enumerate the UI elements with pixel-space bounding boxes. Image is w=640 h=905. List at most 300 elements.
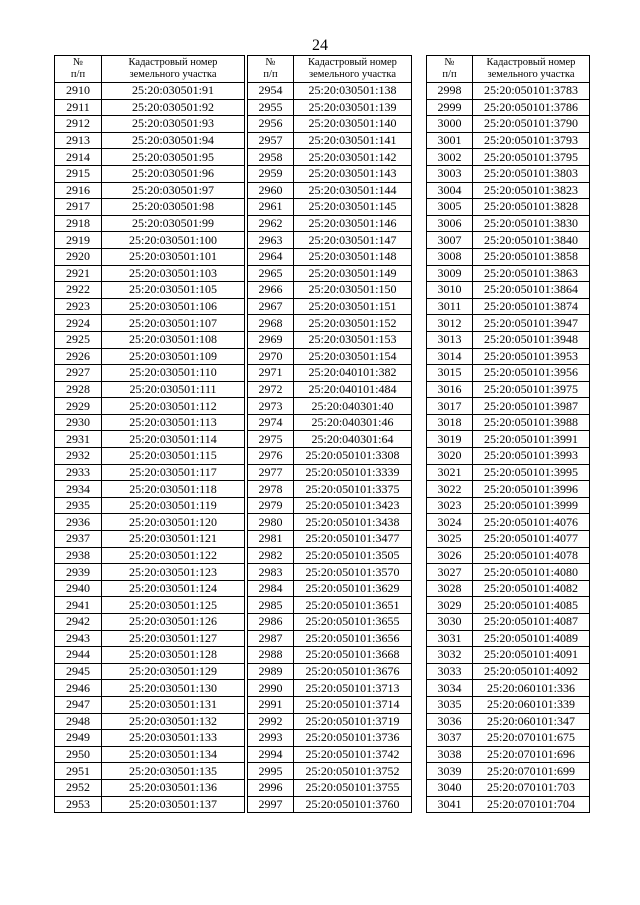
row-number: 3016 bbox=[427, 381, 473, 398]
row-number: 2966 bbox=[248, 282, 294, 299]
cadastral-number: 25:20:050101:4078 bbox=[473, 547, 590, 564]
cadastral-number: 25:20:050101:4091 bbox=[473, 647, 590, 664]
table-row bbox=[55, 696, 245, 713]
table-row bbox=[248, 597, 412, 614]
cadastral-number: 25:20:050101:4076 bbox=[473, 514, 590, 531]
cadastral-number: 25:20:050101:3438 bbox=[294, 514, 412, 531]
cadastral-number: 25:20:030501:114 bbox=[102, 431, 245, 448]
header-cadastral-number: Кадастровый номер земельного участка bbox=[473, 56, 590, 83]
row-number: 2992 bbox=[248, 713, 294, 730]
cadastral-number: 25:20:030501:91 bbox=[102, 83, 245, 100]
row-number: 3026 bbox=[427, 547, 473, 564]
table-row bbox=[55, 431, 245, 448]
table-row bbox=[427, 165, 590, 182]
cadastral-number: 25:20:030501:130 bbox=[102, 680, 245, 697]
row-number: 2965 bbox=[248, 265, 294, 282]
cadastral-number: 25:20:050101:3656 bbox=[294, 630, 412, 647]
table-row bbox=[248, 398, 412, 415]
row-number: 2987 bbox=[248, 630, 294, 647]
cadastral-number: 25:20:060101:347 bbox=[473, 713, 590, 730]
cadastral-number: 25:20:030501:125 bbox=[102, 597, 245, 614]
cadastral-table-1 bbox=[54, 55, 245, 813]
row-number: 2969 bbox=[248, 331, 294, 348]
cadastral-number: 25:20:070101:704 bbox=[473, 796, 590, 813]
cadastral-number: 25:20:050101:3713 bbox=[294, 680, 412, 697]
cadastral-number: 25:20:030501:107 bbox=[102, 315, 245, 332]
row-number: 2950 bbox=[55, 746, 102, 763]
cadastral-number: 25:20:050101:3993 bbox=[473, 448, 590, 465]
table-row bbox=[248, 497, 412, 514]
cadastral-number: 25:20:030501:131 bbox=[102, 696, 245, 713]
row-number: 3040 bbox=[427, 779, 473, 796]
row-number: 3008 bbox=[427, 248, 473, 265]
cadastral-number: 25:20:050101:3719 bbox=[294, 713, 412, 730]
table-row bbox=[248, 182, 412, 199]
row-number: 2971 bbox=[248, 365, 294, 382]
table-row bbox=[248, 564, 412, 581]
table-row bbox=[427, 464, 590, 481]
table-row bbox=[427, 730, 590, 747]
row-number: 2928 bbox=[55, 381, 102, 398]
table-row bbox=[248, 348, 412, 365]
row-number: 2912 bbox=[55, 116, 102, 133]
row-number: 3027 bbox=[427, 564, 473, 581]
table-row bbox=[427, 381, 590, 398]
table-row bbox=[427, 132, 590, 149]
row-number: 3001 bbox=[427, 132, 473, 149]
row-number: 3019 bbox=[427, 431, 473, 448]
table-row bbox=[248, 282, 412, 299]
row-number: 2978 bbox=[248, 481, 294, 498]
row-number: 2998 bbox=[427, 83, 473, 100]
row-number: 2993 bbox=[248, 730, 294, 747]
row-number: 2910 bbox=[55, 83, 102, 100]
table-row bbox=[55, 597, 245, 614]
cadastral-number: 25:20:050101:3786 bbox=[473, 99, 590, 116]
table-row bbox=[248, 663, 412, 680]
table-row bbox=[248, 464, 412, 481]
row-number: 2964 bbox=[248, 248, 294, 265]
cadastral-number: 25:20:050101:4082 bbox=[473, 580, 590, 597]
cadastral-number: 25:20:030501:147 bbox=[294, 232, 412, 249]
row-number: 2935 bbox=[55, 497, 102, 514]
row-number: 2996 bbox=[248, 779, 294, 796]
row-number: 2988 bbox=[248, 647, 294, 664]
cadastral-number: 25:20:030501:133 bbox=[102, 730, 245, 747]
row-number: 2932 bbox=[55, 448, 102, 465]
cadastral-number: 25:20:030501:94 bbox=[102, 132, 245, 149]
cadastral-number: 25:20:030501:127 bbox=[102, 630, 245, 647]
table-row bbox=[55, 265, 245, 282]
table-row bbox=[248, 514, 412, 531]
cadastral-number: 25:20:050101:3339 bbox=[294, 464, 412, 481]
row-number: 3009 bbox=[427, 265, 473, 282]
cadastral-number: 25:20:030501:150 bbox=[294, 282, 412, 299]
cadastral-number: 25:20:050101:3823 bbox=[473, 182, 590, 199]
table-row bbox=[427, 497, 590, 514]
row-number: 2981 bbox=[248, 531, 294, 548]
table-row bbox=[427, 182, 590, 199]
row-number: 2938 bbox=[55, 547, 102, 564]
cadastral-number: 25:20:070101:696 bbox=[473, 746, 590, 763]
row-number: 3015 bbox=[427, 365, 473, 382]
cadastral-number: 25:20:050101:4077 bbox=[473, 531, 590, 548]
table-row bbox=[427, 116, 590, 133]
table-row bbox=[55, 481, 245, 498]
row-number: 3028 bbox=[427, 580, 473, 597]
row-number: 2930 bbox=[55, 414, 102, 431]
row-number: 2999 bbox=[427, 99, 473, 116]
cadastral-number: 25:20:030501:145 bbox=[294, 199, 412, 216]
table-row bbox=[427, 481, 590, 498]
table-row bbox=[248, 647, 412, 664]
cadastral-number: 25:20:030501:128 bbox=[102, 647, 245, 664]
row-number: 3034 bbox=[427, 680, 473, 697]
row-number: 2954 bbox=[248, 83, 294, 100]
table-row bbox=[55, 83, 245, 100]
table-row bbox=[427, 564, 590, 581]
table-row bbox=[427, 531, 590, 548]
cadastral-number: 25:20:030501:132 bbox=[102, 713, 245, 730]
table-row bbox=[248, 448, 412, 465]
cadastral-number: 25:20:030501:126 bbox=[102, 614, 245, 631]
row-number: 2985 bbox=[248, 597, 294, 614]
row-number: 2989 bbox=[248, 663, 294, 680]
table-row bbox=[55, 116, 245, 133]
cadastral-number: 25:20:030501:101 bbox=[102, 248, 245, 265]
cadastral-number: 25:20:030501:139 bbox=[294, 99, 412, 116]
row-number: 2936 bbox=[55, 514, 102, 531]
row-number: 2980 bbox=[248, 514, 294, 531]
row-number: 2953 bbox=[55, 796, 102, 813]
row-number: 2925 bbox=[55, 331, 102, 348]
table-row bbox=[55, 398, 245, 415]
table-row bbox=[427, 448, 590, 465]
table-row bbox=[248, 199, 412, 216]
table-row bbox=[248, 365, 412, 382]
row-number: 2995 bbox=[248, 763, 294, 780]
table-row bbox=[55, 614, 245, 631]
table-row bbox=[427, 99, 590, 116]
row-number: 2917 bbox=[55, 199, 102, 216]
cadastral-number: 25:20:040101:484 bbox=[294, 381, 412, 398]
cadastral-number: 25:20:030501:92 bbox=[102, 99, 245, 116]
table-row bbox=[248, 796, 412, 813]
table-row bbox=[55, 248, 245, 265]
cadastral-number: 25:20:030501:153 bbox=[294, 331, 412, 348]
cadastral-number: 25:20:050101:4089 bbox=[473, 630, 590, 647]
row-number: 3029 bbox=[427, 597, 473, 614]
table-row bbox=[427, 547, 590, 564]
table-row bbox=[248, 149, 412, 166]
row-number: 2990 bbox=[248, 680, 294, 697]
row-number: 2937 bbox=[55, 531, 102, 548]
cadastral-number: 25:20:050101:3742 bbox=[294, 746, 412, 763]
cadastral-number: 25:20:050101:3736 bbox=[294, 730, 412, 747]
cadastral-number: 25:20:030501:123 bbox=[102, 564, 245, 581]
table-row bbox=[248, 680, 412, 697]
cadastral-number: 25:20:030501:146 bbox=[294, 215, 412, 232]
cadastral-number: 25:20:030501:115 bbox=[102, 448, 245, 465]
row-number: 3033 bbox=[427, 663, 473, 680]
table-row bbox=[55, 199, 245, 216]
cadastral-number: 25:20:030501:106 bbox=[102, 298, 245, 315]
table-row bbox=[55, 282, 245, 299]
cadastral-number: 25:20:050101:4087 bbox=[473, 614, 590, 631]
row-number: 2922 bbox=[55, 282, 102, 299]
cadastral-number: 25:20:050101:3783 bbox=[473, 83, 590, 100]
cadastral-number: 25:20:030501:105 bbox=[102, 282, 245, 299]
row-number: 3011 bbox=[427, 298, 473, 315]
table-row bbox=[55, 580, 245, 597]
table-row bbox=[55, 713, 245, 730]
row-number: 2991 bbox=[248, 696, 294, 713]
cadastral-number: 25:20:030501:136 bbox=[102, 779, 245, 796]
table-row bbox=[55, 448, 245, 465]
row-number: 2915 bbox=[55, 165, 102, 182]
row-number: 2911 bbox=[55, 99, 102, 116]
row-number: 2942 bbox=[55, 614, 102, 631]
row-number: 2979 bbox=[248, 497, 294, 514]
row-number: 2977 bbox=[248, 464, 294, 481]
cadastral-number: 25:20:050101:3755 bbox=[294, 779, 412, 796]
table-row bbox=[248, 381, 412, 398]
table-row bbox=[427, 796, 590, 813]
row-number: 2949 bbox=[55, 730, 102, 747]
row-number: 2947 bbox=[55, 696, 102, 713]
cadastral-number: 25:20:030501:103 bbox=[102, 265, 245, 282]
row-number: 2984 bbox=[248, 580, 294, 597]
table-row bbox=[55, 381, 245, 398]
table-row bbox=[55, 149, 245, 166]
table-row bbox=[55, 796, 245, 813]
table-row bbox=[427, 232, 590, 249]
table-row bbox=[248, 248, 412, 265]
cadastral-number: 25:20:050101:4085 bbox=[473, 597, 590, 614]
table-row bbox=[55, 779, 245, 796]
table-row bbox=[248, 580, 412, 597]
row-number: 2951 bbox=[55, 763, 102, 780]
table-row bbox=[427, 414, 590, 431]
row-number: 2955 bbox=[248, 99, 294, 116]
row-number: 2931 bbox=[55, 431, 102, 448]
row-number: 2997 bbox=[248, 796, 294, 813]
row-number: 2923 bbox=[55, 298, 102, 315]
cadastral-number: 25:20:030501:110 bbox=[102, 365, 245, 382]
cadastral-number: 25:20:050101:4080 bbox=[473, 564, 590, 581]
table-header-row bbox=[55, 56, 245, 83]
row-number: 2983 bbox=[248, 564, 294, 581]
cadastral-number: 25:20:030501:152 bbox=[294, 315, 412, 332]
header-number: № п/п bbox=[55, 56, 102, 83]
cadastral-number: 25:20:030501:129 bbox=[102, 663, 245, 680]
cadastral-number: 25:20:050101:3760 bbox=[294, 796, 412, 813]
row-number: 3006 bbox=[427, 215, 473, 232]
row-number: 2943 bbox=[55, 630, 102, 647]
cadastral-number: 25:20:050101:3975 bbox=[473, 381, 590, 398]
row-number: 2924 bbox=[55, 315, 102, 332]
table-row bbox=[248, 630, 412, 647]
cadastral-number: 25:20:030501:118 bbox=[102, 481, 245, 498]
cadastral-number: 25:20:030501:149 bbox=[294, 265, 412, 282]
row-number: 2962 bbox=[248, 215, 294, 232]
row-number: 3007 bbox=[427, 232, 473, 249]
header-cadastral-number: Кадастровый номер земельного участка bbox=[294, 56, 412, 83]
table-row bbox=[427, 199, 590, 216]
header-cadastral-number: Кадастровый номер земельного участка bbox=[102, 56, 245, 83]
cadastral-number: 25:20:050101:3803 bbox=[473, 165, 590, 182]
cadastral-number: 25:20:040301:46 bbox=[294, 414, 412, 431]
cadastral-number: 25:20:030501:148 bbox=[294, 248, 412, 265]
row-number: 2994 bbox=[248, 746, 294, 763]
row-number: 3041 bbox=[427, 796, 473, 813]
cadastral-number: 25:20:030501:151 bbox=[294, 298, 412, 315]
row-number: 2929 bbox=[55, 398, 102, 415]
row-number: 2927 bbox=[55, 365, 102, 382]
row-number: 3002 bbox=[427, 149, 473, 166]
cadastral-number: 25:20:030501:97 bbox=[102, 182, 245, 199]
table-row bbox=[55, 165, 245, 182]
table-row bbox=[55, 365, 245, 382]
cadastral-number: 25:20:050101:3830 bbox=[473, 215, 590, 232]
row-number: 3039 bbox=[427, 763, 473, 780]
table-row bbox=[427, 331, 590, 348]
table-row bbox=[427, 83, 590, 100]
table-row bbox=[55, 331, 245, 348]
row-number: 2972 bbox=[248, 381, 294, 398]
row-number: 3022 bbox=[427, 481, 473, 498]
table-row bbox=[55, 414, 245, 431]
row-number: 2916 bbox=[55, 182, 102, 199]
cadastral-number: 25:20:030501:134 bbox=[102, 746, 245, 763]
cadastral-number: 25:20:050101:3947 bbox=[473, 315, 590, 332]
table-row bbox=[55, 215, 245, 232]
table-header-row bbox=[248, 56, 412, 83]
table-row bbox=[248, 265, 412, 282]
cadastral-number: 25:20:050101:3752 bbox=[294, 763, 412, 780]
row-number: 2982 bbox=[248, 547, 294, 564]
header-number: № п/п bbox=[248, 56, 294, 83]
row-number: 2973 bbox=[248, 398, 294, 415]
row-number: 2960 bbox=[248, 182, 294, 199]
row-number: 2956 bbox=[248, 116, 294, 133]
table-row bbox=[427, 398, 590, 415]
table-row bbox=[248, 215, 412, 232]
row-number: 2963 bbox=[248, 232, 294, 249]
table-row bbox=[427, 713, 590, 730]
table-row bbox=[248, 696, 412, 713]
cadastral-number: 25:20:040301:40 bbox=[294, 398, 412, 415]
cadastral-number: 25:20:050101:3987 bbox=[473, 398, 590, 415]
row-number: 2968 bbox=[248, 315, 294, 332]
table-row bbox=[55, 531, 245, 548]
table-row bbox=[248, 132, 412, 149]
cadastral-number: 25:20:030501:108 bbox=[102, 331, 245, 348]
row-number: 3021 bbox=[427, 464, 473, 481]
cadastral-number: 25:20:050101:3995 bbox=[473, 464, 590, 481]
cadastral-number: 25:20:050101:3793 bbox=[473, 132, 590, 149]
row-number: 2933 bbox=[55, 464, 102, 481]
cadastral-number: 25:20:050101:3864 bbox=[473, 282, 590, 299]
cadastral-number: 25:20:030501:95 bbox=[102, 149, 245, 166]
row-number: 2914 bbox=[55, 149, 102, 166]
cadastral-number: 25:20:030501:154 bbox=[294, 348, 412, 365]
cadastral-table-2 bbox=[247, 55, 412, 813]
row-number: 2945 bbox=[55, 663, 102, 680]
cadastral-number: 25:20:050101:3795 bbox=[473, 149, 590, 166]
cadastral-number: 25:20:030501:135 bbox=[102, 763, 245, 780]
row-number: 2934 bbox=[55, 481, 102, 498]
cadastral-number: 25:20:050101:3668 bbox=[294, 647, 412, 664]
cadastral-number: 25:20:050101:3477 bbox=[294, 531, 412, 548]
table-row bbox=[427, 680, 590, 697]
row-number: 2941 bbox=[55, 597, 102, 614]
row-number: 3005 bbox=[427, 199, 473, 216]
cadastral-number: 25:20:050101:3651 bbox=[294, 597, 412, 614]
row-number: 3035 bbox=[427, 696, 473, 713]
table-row bbox=[248, 414, 412, 431]
row-number: 3014 bbox=[427, 348, 473, 365]
row-number: 2958 bbox=[248, 149, 294, 166]
table-row bbox=[248, 779, 412, 796]
cadastral-number: 25:20:040301:64 bbox=[294, 431, 412, 448]
table-row bbox=[248, 763, 412, 780]
table-row bbox=[248, 165, 412, 182]
table-row bbox=[427, 630, 590, 647]
row-number: 2967 bbox=[248, 298, 294, 315]
table-row bbox=[427, 265, 590, 282]
cadastral-number: 25:20:050101:3858 bbox=[473, 248, 590, 265]
cadastral-number: 25:20:030501:119 bbox=[102, 497, 245, 514]
cadastral-number: 25:20:050101:3828 bbox=[473, 199, 590, 216]
table-row bbox=[55, 182, 245, 199]
row-number: 2959 bbox=[248, 165, 294, 182]
row-number: 3030 bbox=[427, 614, 473, 631]
row-number: 3024 bbox=[427, 514, 473, 531]
table-row bbox=[55, 564, 245, 581]
cadastral-number: 25:20:030501:113 bbox=[102, 414, 245, 431]
row-number: 3036 bbox=[427, 713, 473, 730]
row-number: 2920 bbox=[55, 248, 102, 265]
table-row bbox=[427, 580, 590, 597]
table-row bbox=[248, 547, 412, 564]
table-row bbox=[427, 149, 590, 166]
table-row bbox=[248, 232, 412, 249]
row-number: 2939 bbox=[55, 564, 102, 581]
row-number: 3031 bbox=[427, 630, 473, 647]
table-row bbox=[55, 730, 245, 747]
row-number: 2957 bbox=[248, 132, 294, 149]
cadastral-number: 25:20:050101:3956 bbox=[473, 365, 590, 382]
cadastral-number: 25:20:030501:142 bbox=[294, 149, 412, 166]
table-row bbox=[248, 298, 412, 315]
cadastral-number: 25:20:050101:3505 bbox=[294, 547, 412, 564]
table-row bbox=[248, 614, 412, 631]
page-number: 24 bbox=[312, 37, 328, 54]
table-row bbox=[427, 779, 590, 796]
table-row bbox=[55, 99, 245, 116]
table-row bbox=[427, 696, 590, 713]
table-row bbox=[427, 248, 590, 265]
row-number: 2921 bbox=[55, 265, 102, 282]
table-row bbox=[55, 132, 245, 149]
cadastral-number: 25:20:030501:124 bbox=[102, 580, 245, 597]
cadastral-table-3 bbox=[426, 55, 590, 813]
cadastral-number: 25:20:050101:3570 bbox=[294, 564, 412, 581]
cadastral-number: 25:20:030501:93 bbox=[102, 116, 245, 133]
cadastral-number: 25:20:060101:336 bbox=[473, 680, 590, 697]
cadastral-number: 25:20:030501:98 bbox=[102, 199, 245, 216]
